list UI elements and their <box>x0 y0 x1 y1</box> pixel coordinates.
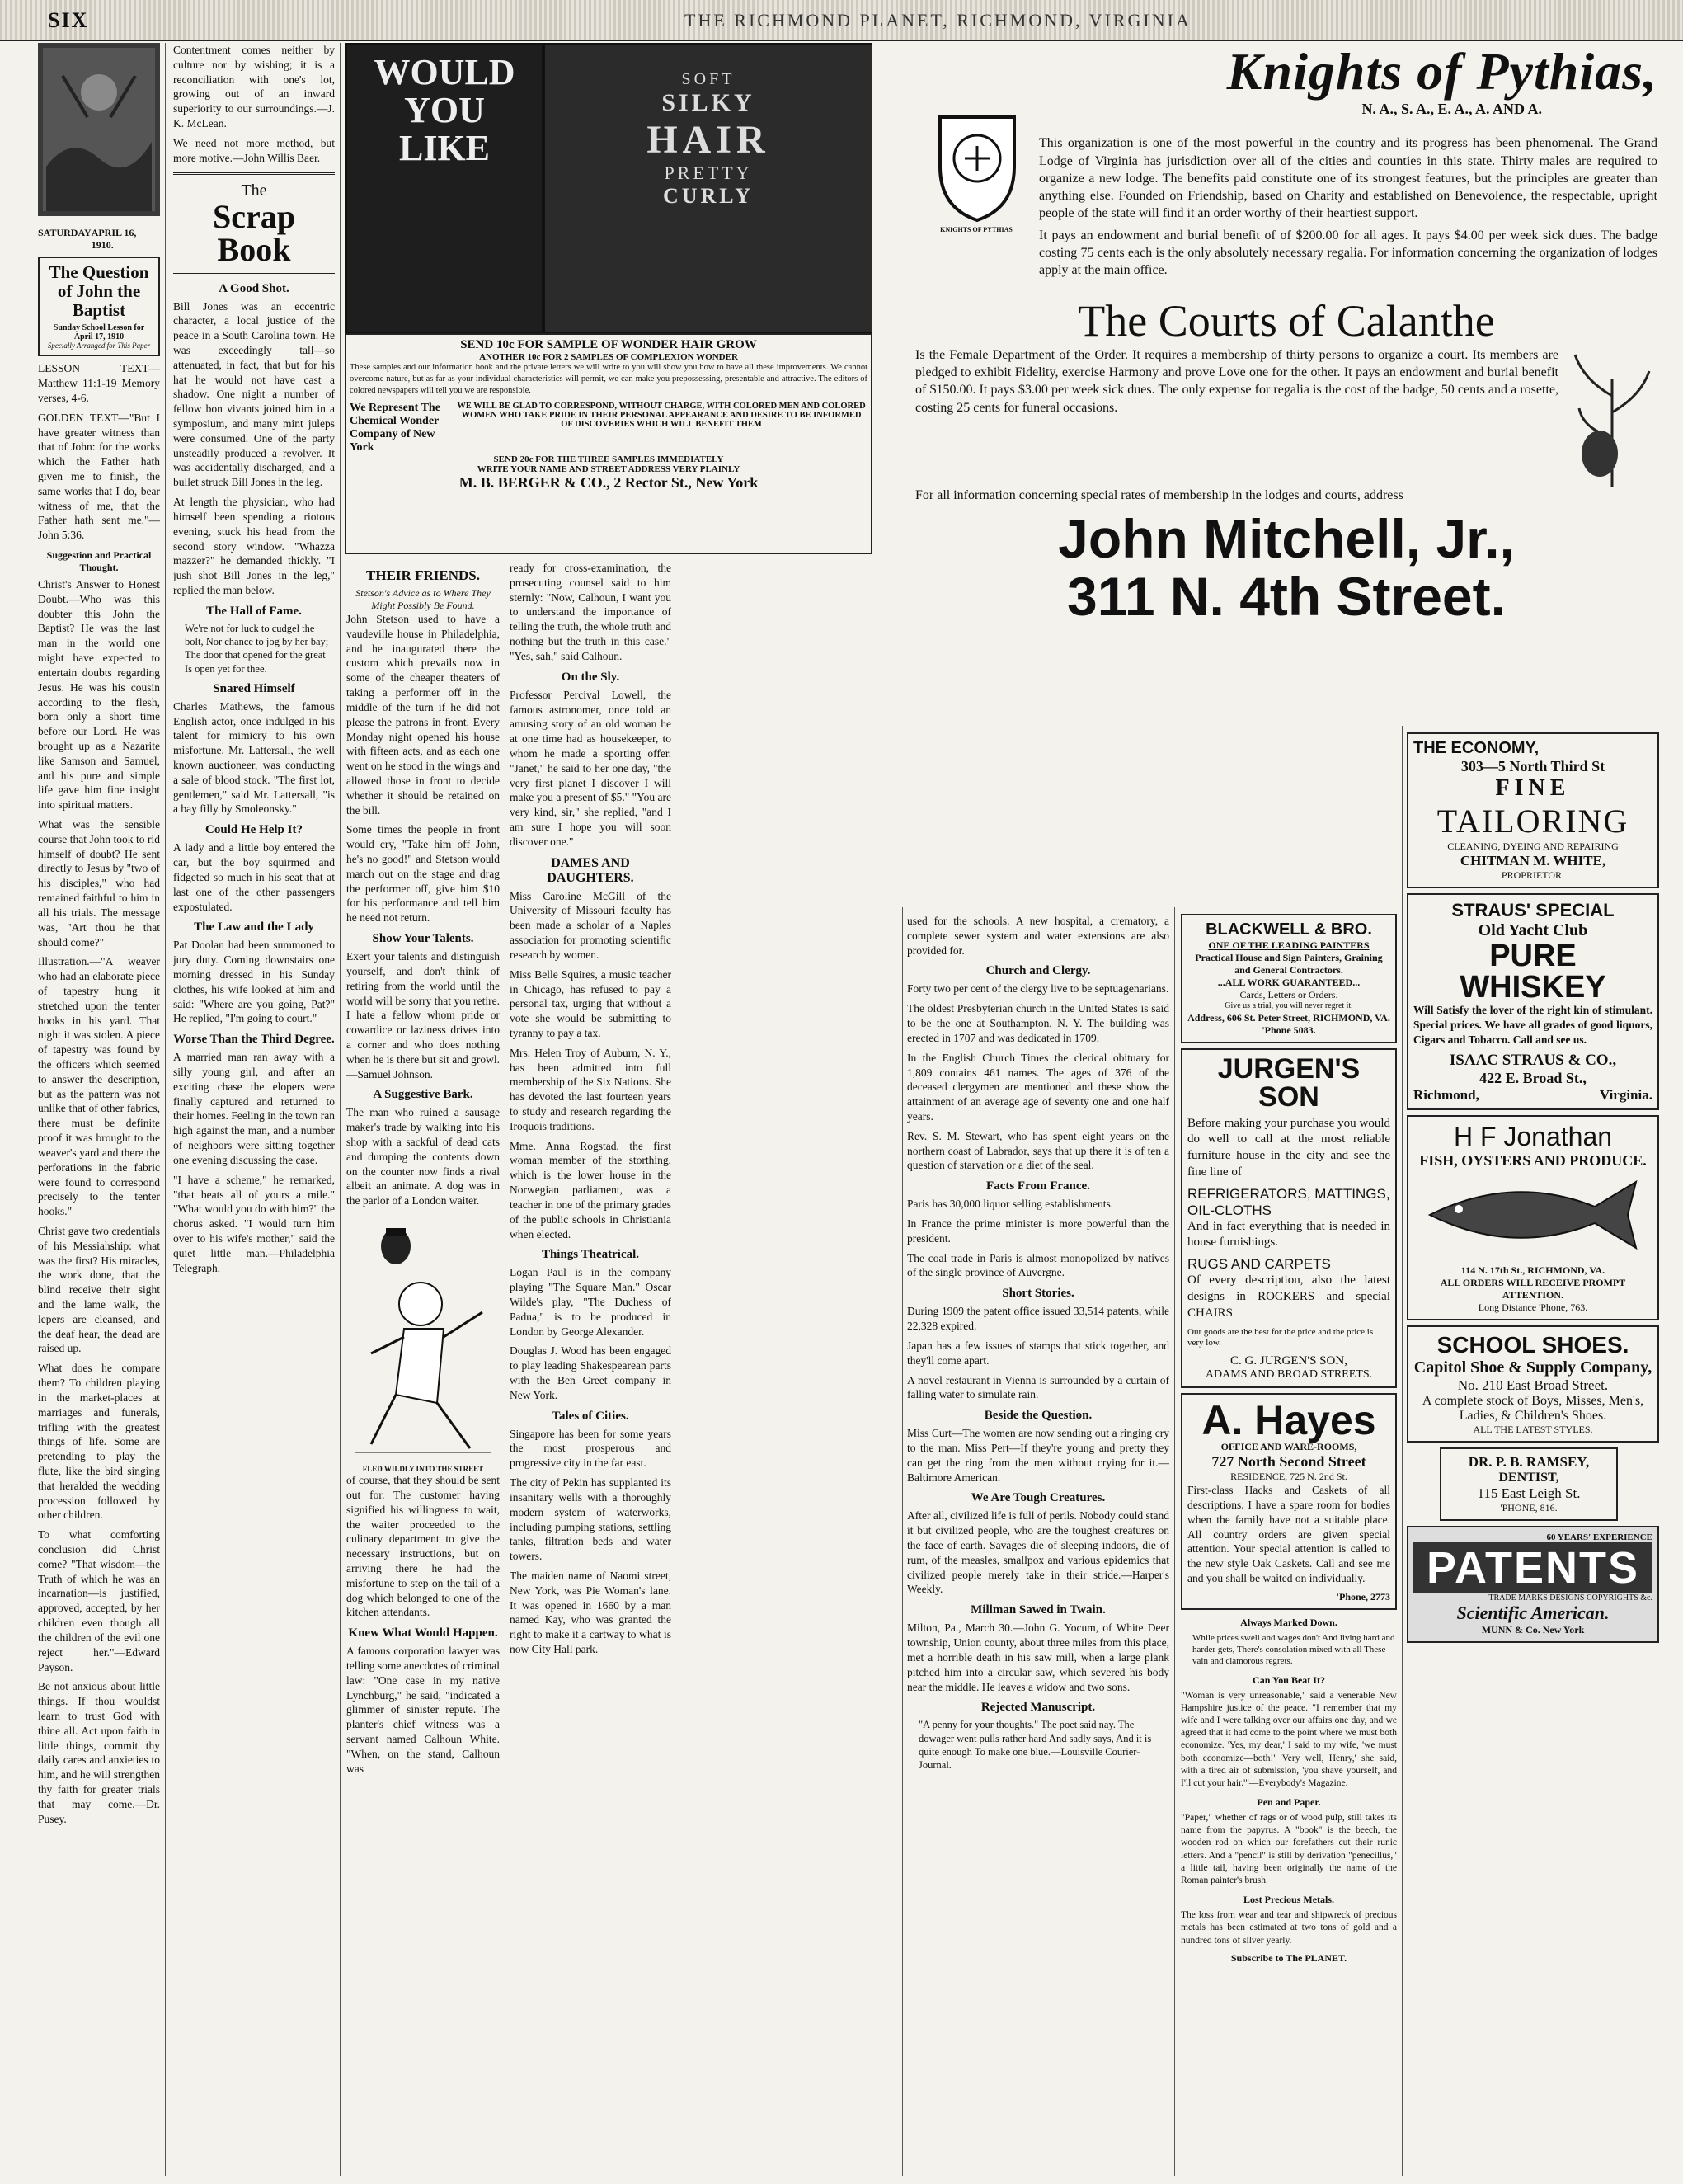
ad-line: ALL THE LATEST STYLES. <box>1473 1424 1593 1436</box>
paragraph: Milton, Pa., March 30.—John G. Yocum, of White Deer township, Union county, about three miles from this place, met a horrible death in his saw mill, when a large plank pitched him into a circular saw, which severed his body near the middle. He leaves a widow and two sons. <box>907 1622 1169 1693</box>
ad-address: 115 East Leigh St. <box>1477 1485 1581 1502</box>
ad-address: 303—5 North Third St <box>1460 758 1605 774</box>
section-heading: Can You Beat It? <box>1253 1673 1325 1686</box>
ad-phone: 'PHONE, 816. <box>1500 1502 1558 1514</box>
section-heading: Things Theatrical. <box>541 1248 640 1262</box>
shield-icon <box>932 109 1022 224</box>
hair-ad-panel <box>543 43 872 335</box>
ad-line: ALL ORDERS WILL RECEIVE PROMPT ATTENTION. <box>1440 1277 1626 1301</box>
divider <box>173 273 335 275</box>
suggestion-heading: Suggestion and Practical Thought. <box>46 549 152 574</box>
ad-glad: WE WILL BE GLAD TO CORRESPOND, WITHOUT CHARGE, WITH COLORED MEN AND COLORED WOMEN WHO TAKE PRIDE IN THEIR PERSONAL APPEARANCE AND DESIRE TO BE INFORMED OF DISCOVERIES WHICH WILL BENEFIT THEM <box>457 401 866 429</box>
golden-text: GOLDEN TEXT—"But I have greater witness than that of John: for the works which the Father hath given me to finish, the same works that I do, bear witness of me, that the Father hath sent me."—John 5:36. <box>38 411 160 542</box>
ad-write: WRITE YOUR NAME AND STREET ADDRESS VERY PLAINLY <box>477 464 740 474</box>
ad-line-would: WOULD <box>374 52 515 92</box>
ad-line: Our goods are the best for the price and the price is very low. <box>1187 1326 1374 1349</box>
paper-name: THE RICHMOND PLANET, RICHMOND, VIRGINIA <box>684 10 1192 31</box>
section-heading: Show Your Talents. <box>372 932 474 946</box>
section-heading: A Suggestive Bark. <box>373 1088 473 1102</box>
hair-ad <box>345 43 872 365</box>
shoes-ad <box>1407 1325 1659 1443</box>
section-heading: Always Marked Down. <box>1240 1616 1337 1628</box>
ad-line: Practical House and Sign Painters, Graining and General Contractors. <box>1195 952 1383 976</box>
column-1 <box>38 43 160 2176</box>
section-heading: Facts From France. <box>986 1179 1090 1193</box>
kop-contact-name: John Mitchell, Jr., <box>1058 508 1515 570</box>
poem: While prices swell and wages don't And living hard and harder gets, There's consolation mixed with all These vain and clamorous regrets. <box>1192 1632 1395 1667</box>
ad-services: CLEANING, DYEING AND REPAIRING <box>1447 840 1619 852</box>
paragraph: Rev. S. M. Stewart, who has spent eight years on the northern coast of Labrador, says that up there it is of ten a question of starvation or a diet of the seal. <box>907 1129 1169 1172</box>
lesson-text: LESSON TEXT—Matthew 11:1-19 Memory verses, 4-6. <box>38 362 160 404</box>
ad-line: RESIDENCE, 725 N. 2nd St. <box>1230 1471 1347 1483</box>
cartoon-illustration <box>346 1213 500 1461</box>
kop-title: Knights of Pythias, <box>1226 43 1657 101</box>
paragraph: Douglas J. Wood has been engaged to play leading Shakespearean parts with the Ben Greet company in New York. <box>510 1344 671 1401</box>
dateline-date: APRIL 16, 1910. <box>91 227 137 251</box>
ad-signature: C. G. JURGEN'S SON, <box>1230 1354 1347 1368</box>
ad-line: Will Satisfy the lover of the right kin of stimulant. Special prices. We have all grades of good liquors, Cigars and Tobacco. Call and see us. <box>1413 1004 1652 1046</box>
section-heading: Could He Help It? <box>205 823 303 837</box>
paragraph: Miss Caroline McGill of the University of Missouri faculty has been made a scholar of a Naples association for promoting scientific research by women. <box>510 889 671 961</box>
page-number: SIX <box>48 8 89 32</box>
ad-word: SOFT <box>681 70 736 88</box>
paragraph: The man who ruined a sausage maker's trade by walking into his shop with a sackful of dead cats and dumping the contents down on the counter now finds a rival albeit an animate. A dog was in the parlor of a London waiter. <box>346 1106 500 1207</box>
paragraph: To what comforting conclusion did Christ come? "That wisdom—the Truth of which he was an incarnation—is justified, approved, accepted, by her children even though all the children of the evil one reject her."—Edward Payson. <box>38 1528 160 1673</box>
section-heading: Snared Himself <box>213 681 295 695</box>
section-heading: Beside the Question. <box>984 1409 1093 1423</box>
ad-name: BLACKWELL & BRO. <box>1206 920 1372 939</box>
paragraph: Charles Mathews, the famous English actor, once indulged in his talent for mimicry to his own misfortune. Mr. Lattersall, the well known auctioneer, was conducting a sale of blood stock. "The first lot, gentlemen," said Mr. Lattersall, "is a bay filly by Smoleonsky." <box>173 699 335 816</box>
subscribe-line: Subscribe to The PLANET. <box>1230 1951 1347 1964</box>
paragraph: We need not more method, but more motive.—John Willis Baer. <box>173 136 335 164</box>
section-heading: Church and Clergy. <box>985 964 1091 978</box>
economy-ad <box>1407 732 1659 888</box>
ad-line: FISH, OYSTERS AND PRODUCE. <box>1419 1152 1647 1170</box>
ad-address: 727 North Second Street <box>1211 1453 1366 1471</box>
kop-emblem-label: KNIGHTS OF PYTHIAS <box>940 226 1013 233</box>
paragraph: During 1909 the patent office issued 33,514 patents, while 22,328 expired. <box>907 1305 1169 1333</box>
courts-body <box>915 346 1657 487</box>
ad-title: DENTIST, <box>1498 1471 1559 1485</box>
hair-ad-text <box>345 333 872 554</box>
paragraph: Contentment comes neither by culture nor by wishing; it is a reconciliation with one's lot, growing out of an inward superiority to our surroundings.—J. K. McLean. <box>173 44 335 130</box>
column-rule <box>340 43 341 2176</box>
ad-city-row <box>1413 1087 1652 1104</box>
section-subheading: Stetson's Advice as to Where They Might Possibly Be Found. <box>355 587 491 611</box>
ad-line-you: YOU <box>404 90 485 131</box>
ad-headline: SEND 10c FOR SAMPLE OF WONDER HAIR GROW <box>460 338 757 351</box>
paragraph: The coal trade in Paris is almost monopolized by natives of the single province of Auvergne. <box>907 1251 1169 1279</box>
column-rule <box>902 907 903 2176</box>
paragraph: What was the sensible course that John took to rid himself of doubt? He sent directly to Jesus by "two of his disciples," who had remained faithful to him in all his trials. The message was, "Art thou he that should come?" <box>38 818 160 948</box>
paragraph: Christ's Answer to Honest Doubt.—Who was this doubter this John the Baptist? He was the last man in the world one might have expected to entertain doubts regarding Jesus. He was his cousin according to the flesh, born only a short time before our Lord. He was brought up as a Nazarite like Samson and Samuel, and his pure and simple life gave him fine insight into spiritual matters. <box>38 578 160 812</box>
paragraph: Paris has 30,000 liquor selling establishments. <box>907 1198 1114 1211</box>
paragraph: The maiden name of Naomi street, New York, was Pie Woman's lane. It was opened in 1660 by a man named Kay, who was granted the right to make it a cartway to what is now City Hall park. <box>510 1569 671 1655</box>
column-rule <box>165 43 166 2176</box>
ad-items: REFRIGERATORS, MATTINGS, OIL-CLOTHS <box>1187 1185 1390 1218</box>
section-heading: Tales of Cities. <box>552 1409 629 1423</box>
ad-body: These samples and our information book and the private letters we will write to you will show you how to have all these improvements. We cannot overcome nature, but as far as your individual characteristics will permit, we can make you prepossessing, presentable and attractive. The editors of colored newspapers will tell you we are responsible. <box>350 363 867 395</box>
ad-phone: 'Phone, 2773 <box>1336 1590 1390 1603</box>
ad-head: SCHOOL SHOES. <box>1436 1332 1629 1358</box>
column-5 <box>907 914 1169 2176</box>
section-heading: We Are Tough Creatures. <box>971 1491 1106 1505</box>
ad-address: Address, 606 St. Peter Street, RICHMOND, VA. <box>1187 1011 1390 1024</box>
ad-line-like: LIKE <box>398 128 491 169</box>
section-heading: A Good Shot. <box>219 281 289 295</box>
paragraph: Some times the people in front would cry, "Take him off John, he's no good!" and Stetson would march out on the stage and drag the performer off, give him $10 for his performance and tell him he need not return. <box>346 823 500 925</box>
kop-emblem <box>932 109 1022 224</box>
courts-title: The Courts of Calanthe <box>1078 296 1495 346</box>
ad-tag: ONE OF THE LEADING PAINTERS <box>1208 939 1370 951</box>
ad-phone: Long Distance 'Phone, 763. <box>1478 1301 1588 1314</box>
paragraph: Professor Percival Lowell, the famous astronomer, once told an amusing story of an old woman he at one time had as housekeeper, to whom he made a sporting offer. "Janet," he said to her one day, "the very first planet I discover I will make you a present of $5." "You are very kind, sir," she replied, "and I am sure I hope you will soon discover one." <box>510 688 671 848</box>
ad-word: SILKY <box>661 89 755 116</box>
ad-city: Richmond, <box>1413 1087 1479 1104</box>
ad-address: 114 N. 17th St., RICHMOND, VA. <box>1460 1264 1605 1277</box>
lesson-title-box <box>38 257 160 356</box>
section-heading: The Hall of Fame. <box>206 604 302 618</box>
ad-whiskey: PURE WHISKEY <box>1460 939 1606 1005</box>
paragraph: Logan Paul is in the company playing "The Square Man." Oscar Wilde's play, "The Duchess of Padua," is to be produced in London by George Alexander. <box>510 1266 671 1338</box>
ad-line: Cards, Letters or Orders. <box>1239 989 1338 1000</box>
ad-line: And in fact everything that is needed in house furnishings. <box>1187 1219 1390 1250</box>
paragraph: Forty two per cent of the clergy live to be septuagenarians. <box>907 982 1169 996</box>
column-7 <box>1407 732 1659 2176</box>
column-rule <box>1174 907 1175 2176</box>
straus-ad <box>1407 893 1659 1110</box>
paragraph: Miss Curt—The women are now sending out a ringing cry to the man. Miss Pert—If they're young and pretty they can get the ring from the men without crying for it.—Baltimore American. <box>907 1427 1169 1484</box>
section-heading: The Law and the Lady <box>194 920 314 934</box>
paragraph: Is the Female Department of the Order. It requires a membership of thirty persons to organize a court. Its members are pledged to exhibit Fidelity, exercise Harmony and prove Love one for the other. It pays an endowment and burial benefit of $150.00. It pays $3.00 per week sick dues. The only expense for regalia is the cost of the badge, 50 cents and a rosette, costing 25 cents for funeral occasions. <box>915 348 1558 415</box>
section-heading: Knew What Would Happen. <box>348 1626 498 1640</box>
paragraph: Singapore has been for some years the most prosperous and progressive city in the far east. <box>510 1427 671 1470</box>
paragraph: "I have a scheme," he remarked, "that beats all of yours a mile." "What would you do with him?" the chorus asked. "I would turn him over to his wife's mother," said the quiet little man.—Philadelphia Telegraph. <box>173 1173 335 1274</box>
decorative-engraving <box>38 43 160 216</box>
ad-phone: 'Phone 5083. <box>1262 1024 1316 1036</box>
ad-line: A complete stock of Boys, Misses, Men's, Ladies, & Children's Shoes. <box>1422 1394 1644 1424</box>
ad-line: Of every description, also the latest designs in ROCKERS and special CHAIRS <box>1187 1273 1390 1320</box>
section-heading: On the Sly. <box>561 670 620 684</box>
paragraph: This organization is one of the most powerful in the country and its progress has been phenomenal. The Grand Lodge of Virginia has jurisdiction over all of the cities and counties in this state. Thirty males are required to organize a new lodge. The benefits paid constitute one of its strongest features, but the principles are greater than anything else. Founded on Friendship, based on Charity and established on Benevolence, the respectable, upright people of the state will find it an order worthy of their heartiest support. <box>1039 136 1657 220</box>
kop-contact-address: 311 N. 4th Street. <box>1067 565 1506 627</box>
paragraph: ready for cross-examination, the prosecuting counsel said to him sternly: "Now, Calhoun, I want you to understand the importance of telling the truth, the whole truth and nothing but the truth in this case." "Yes, sah," said Calhoun. <box>510 562 671 662</box>
section-heading: Short Stories. <box>1002 1287 1074 1301</box>
ad-fine: FINE <box>1495 775 1571 801</box>
ad-name: DR. P. B. RAMSEY, <box>1468 1454 1590 1471</box>
paragraph: For all information concerning special rates of membership in the lodges and courts, address <box>915 488 1403 503</box>
ad-address: 422 E. Broad St., <box>1479 1070 1587 1087</box>
paragraph: A novel restaurant in Vienna is surrounded by a curtain of falling water to simulate rain. <box>907 1373 1169 1401</box>
fish-icon <box>1413 1170 1652 1260</box>
poem: "A penny for your thoughts." The poet said nay. The dowager went pulls rather hard And sadly says, And it is quite enough To make one blue.—Louisville Courier-Journal. <box>919 1719 1152 1772</box>
paragraph: Mrs. Helen Troy of Auburn, N. Y., has been admitted into full membership of the Six Nations. She has devoted the last fourteen years to study and research regarding the Iroquois traditions. <box>510 1046 671 1132</box>
section-heading: THEIR FRIENDS. <box>366 567 480 583</box>
ad-line: OFFICE AND WARE-ROOMS, <box>1220 1441 1357 1453</box>
ad-name: JURGEN'S SON <box>1217 1052 1361 1113</box>
paragraph: What does he compare them? To children playing in the market-places at marriages and funerals, trifling with the greatest things of life. Some are pretending to play the flute, like the bird singing that heralded the wedding procession followed by other children. <box>38 1362 160 1522</box>
section-heading: Millman Sawed in Twain. <box>971 1603 1106 1617</box>
ad-patents: PATENTS <box>1413 1542 1652 1593</box>
paragraph: Miss Belle Squires, a music teacher in Chicago, has refused to pay a personal tax, urging that without a vote she would be submitting to tyranny to pay a tax. <box>510 967 671 1039</box>
paragraph: The loss from wear and tear and shipwreck of precious metals has been estimated at two tons of gold and a hundred tons of silver yearly. <box>1181 1910 1397 1946</box>
ad-word: PRETTY <box>664 162 753 183</box>
column-4 <box>510 561 671 2176</box>
divider <box>173 172 335 175</box>
ad-name: THE ECONOMY, <box>1413 739 1540 757</box>
paragraph: A married man ran away with a silly young girl, and after an exciting chase the elopers were finally captured and returned to their homes. Feeling in the town ran high against the man, and a number of neighbors were sitting together one evening discussing the case. <box>173 1051 335 1166</box>
kop-subtitle: N. A., S. A., E. A., A. AND A. <box>1361 101 1542 118</box>
paragraph: Pat Doolan had been summoned to jury duty. Coming downstairs one morning dressed in his Sunday clothes, his wife looked at him and said: "Where are you going, Pat?" He replied, "I'm going to court." <box>173 939 335 1025</box>
column-3 <box>346 561 500 2176</box>
dateline-day: SATURDAY <box>38 227 92 238</box>
ad-line: Before making your purchase you would do well to call at the most reliable furniture house in the city and see the fine line of <box>1187 1116 1390 1179</box>
column-rule <box>1402 726 1403 2176</box>
ad-line: TRADE MARKS DESIGNS COPYRIGHTS &c. <box>1488 1593 1652 1603</box>
patents-ad <box>1407 1526 1659 1643</box>
ad-name: H F Jonathan <box>1453 1122 1613 1152</box>
paragraph: Mme. Anna Rogstad, the first woman member of the storthing, which is the lower house in the Norwegian parliament, was a teacher in one of the primary grades of the public schools in Christiania when elected. <box>510 1139 671 1240</box>
cartoon-caption: FLED WILDLY INTO THE STREET <box>362 1465 484 1474</box>
jurgens-ad <box>1181 1048 1397 1389</box>
ad-owner: CHITMAN M. WHITE, <box>1460 853 1606 868</box>
ad-word: HAIR <box>646 118 770 162</box>
paragraph: At length the physician, who had himself been spending a riotous evening, stuck his head from the second story window. "Whazza mazzer?" he demanded thickly. "I jush shot Bill Jones in the leg," replied the man below. <box>173 496 335 596</box>
ad-owner-title: PROPRIETOR. <box>1501 869 1565 881</box>
ad-state: Virginia. <box>1599 1087 1652 1104</box>
flower-icon <box>1567 346 1657 487</box>
paragraph: "Woman is very unreasonable," said a venerable New Hampshire justice of the peace. "I remember that my wife and I were talking over our affairs one day, and we agreed that it had come to the point where we must both economize. 'Yes, my dear,' I said to my wife, 'we must both economize—both!' 'Very well, Henry,' she said, with a tired air of submission, 'you shave yourself, and I'll cut your hair.'"—Everybody's Magazine. <box>1181 1690 1397 1788</box>
section-heading: Pen and Paper. <box>1257 1796 1321 1809</box>
ad-line: Old Yacht Club <box>1478 921 1588 939</box>
ad-address: ADAMS AND BROAD STREETS. <box>1205 1368 1373 1381</box>
hair-ad-banner <box>345 43 544 335</box>
blackwell-ad <box>1181 914 1397 1043</box>
ad-name: A. Hayes <box>1201 1397 1376 1444</box>
section-heading: Lost Precious Metals. <box>1243 1894 1335 1906</box>
paragraph: "Paper," whether of rags or of wood pulp, still takes its name from the papyrus. A "book" is the beech, the wooden rod on which our forefathers cut their runic letters. And a "pencil" is still by derivation "penecillus," a little tail, having been originally the name of the Roman painter's brush. <box>1181 1813 1397 1885</box>
ad-address: No. 210 East Broad Street. <box>1457 1377 1609 1394</box>
paragraph: Illustration.—"A weaver who had an elaborate piece of tapestry hung it stretched upon the tenter hooks in his yard. That night it was stolen. A piece of tapestry was found by the officers which seemed to answer the description, but as the pattern was not unlike that of other fabrics, there must be definite proof it was brought to the weaver's yard and there the perforations in the fabric were found to correspond precisely to the tenter hooks." <box>38 955 160 1218</box>
paragraph: Bill Jones was an eccentric character, a local justice of the peace in a South Carolina town. He was exceedingly tall—so attenuated, in fact, that but for his hat he would not have cast a shadow. One night a number of fellow bon vivants joined him in a symposium, and many mint juleps were consumed. One of the party unsteadily produced a revolver. It was accidentally discharged, and a bullet struck Bill Jones in the leg. <box>173 299 335 489</box>
masthead <box>0 0 1683 41</box>
paragraph: After all, civilized life is full of perils. Nobody could stand it but civilized people, who are the toughest creatures on the face of earth. Savages die of sleeping indoors, die of rum, of the measles, smallpox and various epidemics that civilized people merely take in their stride.—Harper's Weekly. <box>907 1509 1169 1596</box>
paragraph: A famous corporation lawyer was telling some anecdotes of criminal law: "One case in my native Lynchburg," he said, "indicated a glimmer of sinister repute. The planter's chief witness was a servant named Calhoun White. "When, on the stand, Calhoun was <box>346 1645 500 1775</box>
ad-line: 60 YEARS' EXPERIENCE <box>1546 1532 1652 1543</box>
ad-line: ...ALL WORK GUARANTEED... <box>1217 977 1361 988</box>
ad-we-represent: We Represent The Chemical Wonder Company of New York <box>350 401 440 454</box>
ad-name: Capitol Shoe & Supply Company, <box>1413 1358 1652 1377</box>
ramsey-ad <box>1440 1447 1618 1521</box>
kop-body <box>1039 134 1657 279</box>
paragraph: A lady and a little boy entered the car, but the boy squirmed and fidgeted so much in his seat that at last one of the other passengers expostulated. <box>173 841 335 913</box>
ad-address: M. B. BERGER & CO., 2 Rector St., New York <box>458 473 759 491</box>
section-heading: Worse Than the Third Degree. <box>173 1033 335 1047</box>
ad-line: First-class Hacks and Caskets of all descriptions. I have a spare room for bodies when the family have not a suitable place. All country orders are given special attention. Your special attention is called to the new style Oak Caskets. Call and see me and you shall be waited on individually. <box>1187 1484 1390 1585</box>
paragraph: Be not anxious about little things. If thou wouldst learn to trust God with thine all. Act upon faith in little things, commit thy daily cares and anxieties to him, and he will strengthen thy faith for greater trials that may come.—Dr. Pusey. <box>38 1680 160 1825</box>
paragraph: John Stetson used to have a vaudeville house in Philadelphia, and he inaugurated there the custom which prevails now in some of the cheaper theaters of taking a performer off in the middle of the turn if he did not please the patrons in front. Every Monday night opened his house with fifteen acts, and as each one went on he stood in the wings and allowed those in front to decide whether it should be retained on the bill. <box>346 613 500 817</box>
scrapbook-title: Scrap Book <box>213 197 295 268</box>
paragraph: Japan has a few issues of stamps that stick together, and they'll come apart. <box>907 1339 1169 1367</box>
paragraph: Exert your talents and distinguish yourself, and don't think of retiring from the world until the world will be sorry that you retire. I hate a fellow whom pride or cowardice or laziness drives into a corner and who does nothing when he is there but sit and growl.—Samuel Johnson. <box>346 950 500 1080</box>
paragraph: Christ gave two credentials of his Messiahship: what was the first? His miracles, the work done, that the blind receive their sight and the lame walk, the lepers are cleansed, and the deaf hear, the dead are raised up. <box>38 1224 160 1355</box>
ad-munn: MUNN & Co. New York <box>1481 1624 1585 1636</box>
column-2 <box>173 43 335 2176</box>
ad-items: RUGS AND CARPETS <box>1187 1256 1331 1273</box>
ad-subhead: ANOTHER 10c FOR 2 SAMPLES OF COMPLEXION WONDER <box>479 352 738 362</box>
paragraph: used for the schools. A new hospital, a crematory, a complete sewer system and water extensions are also provided for. <box>907 915 1169 957</box>
lesson-subtitle: Sunday School Lesson for April 17, 1910 <box>53 323 145 342</box>
paragraph: In France the prime minister is more powerful than the president. <box>907 1217 1169 1245</box>
column-6 <box>1181 914 1397 2176</box>
section-heading: Rejected Manuscript. <box>980 1701 1096 1715</box>
ad-row <box>350 402 867 454</box>
paragraph: It pays an endowment and burial benefit of of $200.00 for all ages. It pays $4.00 per week sick dues. The badge costing 75 cents each is the only absolutely necessary regalia. For information concerning the organization of lodges apply at the main office. <box>1039 228 1657 278</box>
dateline <box>38 227 160 252</box>
ad-sci: Scientific American. <box>1456 1603 1610 1624</box>
paragraph: The oldest Presbyterian church in the United States is said to be the one at Southampton, N. Y. The building was erected in 1707 and was dedicated in 1709. <box>907 1002 1169 1044</box>
ad-tailoring: TAILORING <box>1436 803 1629 840</box>
ad-name: ISAAC STRAUS & CO., <box>1449 1052 1617 1070</box>
ad-line: Give us a trial, you will never regret it. <box>1225 1001 1353 1010</box>
lesson-note: Specially Arranged for This Paper <box>47 341 151 351</box>
jonathan-ad <box>1407 1115 1659 1320</box>
ad-head: STRAUS' SPECIAL <box>1451 900 1615 920</box>
scrapbook-the: The <box>241 181 267 200</box>
ad-word: CURLY <box>662 184 755 208</box>
paragraph: The city of Pekin has supplanted its insanitary wells with a thoroughly modern system of waterworks, including pumping stations, settling tanks, filtration beds and water towers. <box>510 1476 671 1563</box>
lesson-title: The Question of John the Baptist <box>49 262 149 321</box>
section-heading: DAMES AND DAUGHTERS. <box>547 855 634 885</box>
poem: We're not for luck to cudgel the bolt, Nor chance to jog by her bay; The door that opened for the great Is open yet for thee. <box>185 622 329 675</box>
paragraph: In the English Church Times the clerical obituary for 1,809 contains 461 names. The ages of 376 of the deceased clergymen are mentioned and these show the attainment of an average age of seventy one and one half years. <box>907 1051 1169 1123</box>
paragraph: of course, that they should be sent out for. The customer having signified his willingness to wait, the waiter proceeded to the culinary department to give the necessary instructions, but on arriving there he had the misfortune to step on the tail of a dog which belonged to one of the kitchen attendants. <box>346 1474 500 1619</box>
hayes-ad <box>1181 1393 1397 1610</box>
ad-send: SEND 20c FOR THE THREE SAMPLES IMMEDIATELY <box>493 454 724 464</box>
